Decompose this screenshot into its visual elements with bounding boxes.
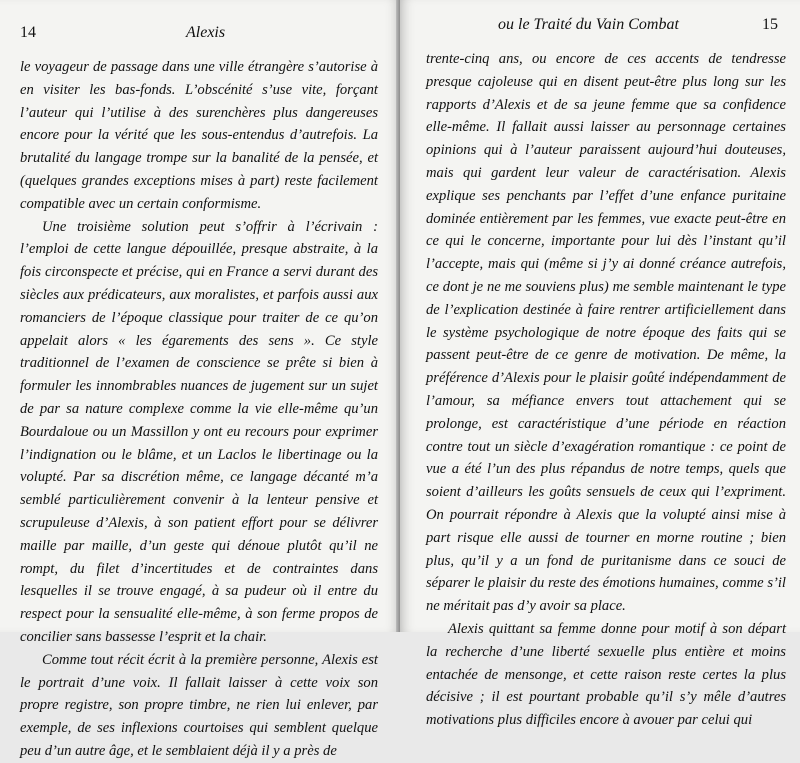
paragraph: Une troisième solution peut s’offrir à l’écrivain : l’emploi de cette langue dépouillée, presque abstraite, à la fois circonspecte et précise, qui en France a servi durant des siècles aux prédicateurs, aux moralistes, et parfois aussi aux romanciers de l’époque classique pour traiter de ce qu’on appelait alors « les égarements des sens ». Ce style traditionnel de l’examen de conscience se prête si bien à formuler les innombrables nuances de jugement sur un sujet de par sa nature complexe comme la vie elle-même qu’un Bourdaloue ou un Massillon y ont eu recours pour exprimer l’indignation ou le blâme, et un Laclos le libertinage ou la volupté. Par sa discrétion même, ce langage décanté m’a semblé particulièrement convenir à la lenteur pensive et scrupuleuse d’Alexis, à son patient effort pour se délivrer maille par maille, d’un geste qui dénoue plutôt qu’il ne rompt, du filet d’incertitudes et de contraintes dans lesquelles il se trouve engagé, à sa pudeur où il entre du respect pour la sensualité elle-même, à son ferme propos de concilier sans bassesse l’esprit et la chair. — [20, 218, 378, 645]
running-title: ou le Traité du Vain Combat — [498, 16, 679, 33]
paragraph: Comme tout récit écrit à la première personne, Alexis est le portrait d’une voix. Il fallait laisser à cette voix son propre registre, son propre timbre, ne rien lui enlever, par exemple, de ses inflexions courtoises qui semblent quelque peu d’un autre âge, et le semblaient déjà il y a près de — [20, 651, 378, 759]
right-page-header — [426, 16, 786, 42]
paragraph: le voyageur de passage dans une ville étrangère s’autorise à en visiter les bas-fonds. L’obscénité s’use vite, forçant l’auteur qui l’utilise à des surenchères plus dangereuses encore pour la vérité que les sous-entendus d’autrefois. La brutalité du langage trompe sur la banalité de la pensée, et (quelques grandes exceptions mises à part) reste facilement compatible avec un certain conformisme. — [20, 59, 378, 212]
right-page-text — [426, 48, 786, 732]
paragraph: Alexis quittant sa femme donne pour motif à son départ la recherche d’une liberté sexuelle plus entière et moins entachée de mensonge, et cette raison reste certes la plus décisive ; il est pourtant probable qu’il s’y mêle d’autres motivations plus difficiles encore à avouer par celui qui — [426, 620, 786, 729]
right-page — [400, 0, 800, 729]
left-page-text — [20, 56, 378, 763]
running-title: Alexis — [186, 24, 226, 41]
page-number: 15 — [762, 16, 778, 33]
page-number: 14 — [20, 24, 36, 41]
paragraph: trente-cinq ans, ou encore de ces accents de tendresse presque cajoleuse qui en disent peut-être plus long sur les rapports d’Alexis et de sa jeune femme que sa confidence elle-même. Il fallait aussi laisser au personnage certaines opinions qui à l’auteur paraissent aujourd’hui douteuses, mais qui gardent leur valeur de caractérisation. Alexis explique ses penchants par l’effet d’une enfance puritaine dominée entièrement par les femmes, vue exacte peut-être en ce qui le concerne, importante pour lui dès l’instant qu’il l’accepte, mais qui (même si j’y ai donné créance autrefois, ce dont je ne me souviens plus) me semble maintenant le type de l’explication destinée à faire rentrer artificiellement dans le système psychologique de notre époque des faits qui se passent peut-être de ce genre de motivation. De même, la préférence d’Alexis pour le plaisir goûté indépendamment de l’amour, sa méfiance envers tout attachement qui se prolonge, est caractéristique d’une période en réaction contre tout un siècle d’exagération romantique : ce point de vue a été l’un des plus répandus de notre temps, quels que soient d’ailleurs les goûts sensuels de ceux qui l’expriment. On pourrait répondre à Alexis que la volupté ainsi mise à part risque elle aussi de tourner en morne routine ; bien plus, qu’il y a un fond de puritanisme dans ce souci de séparer le plaisir du reste des émotions humaines, comme s’il ne méritait pas d’y avoir sa place. — [426, 51, 786, 615]
left-page — [0, 0, 400, 759]
left-page-header — [20, 24, 378, 50]
